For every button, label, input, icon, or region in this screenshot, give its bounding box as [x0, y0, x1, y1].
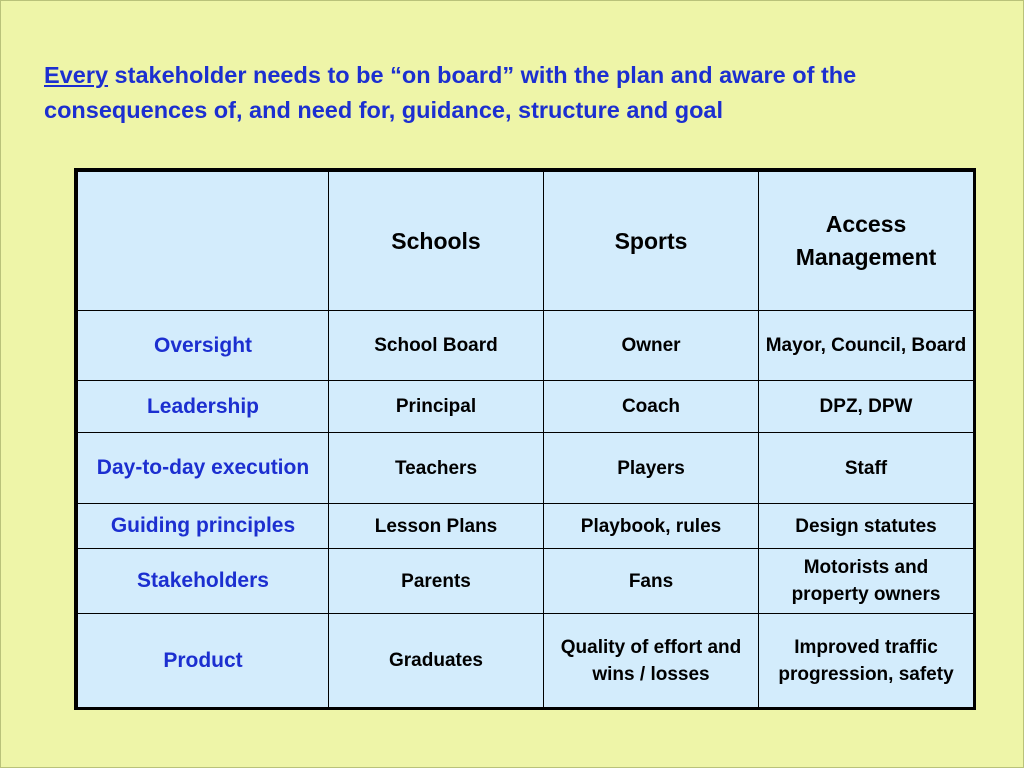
table-cell: Owner	[544, 311, 759, 381]
table-cell: Parents	[329, 549, 544, 614]
table-row	[78, 549, 974, 614]
table-header-row	[78, 172, 974, 311]
row-label-day-to-day-execution: Day-to-day execution	[78, 433, 329, 504]
table-cell: Fans	[544, 549, 759, 614]
table-cell: Lesson Plans	[329, 504, 544, 549]
slide-heading	[44, 58, 994, 128]
table-row	[78, 311, 974, 381]
table-cell: Quality of effort and wins / losses	[544, 614, 759, 708]
row-label-oversight: Oversight	[78, 311, 329, 381]
column-header-schools: Schools	[329, 172, 544, 311]
heading-text: stakeholder needs to be “on board” with the plan and aware of the consequences of, and need for, guidance, structure and goal	[44, 62, 857, 123]
row-label-guiding-principles: Guiding principles	[78, 504, 329, 549]
heading-emphasis: Every	[44, 62, 109, 88]
comparison-table-frame	[74, 168, 976, 710]
table-cell: Mayor, Council, Board	[759, 311, 974, 381]
table-cell: School Board	[329, 311, 544, 381]
column-header-access-management: Access Management	[759, 172, 974, 311]
table-cell: Players	[544, 433, 759, 504]
comparison-table	[77, 171, 974, 708]
table-row	[78, 381, 974, 433]
row-label-stakeholders: Stakeholders	[78, 549, 329, 614]
table-cell: Principal	[329, 381, 544, 433]
table-cell: Coach	[544, 381, 759, 433]
table-cell: Playbook, rules	[544, 504, 759, 549]
table-cell: Motorists and property owners	[759, 549, 974, 614]
column-header-sports: Sports	[544, 172, 759, 311]
table-cell: Graduates	[329, 614, 544, 708]
row-label-product: Product	[78, 614, 329, 708]
table-cell: DPZ, DPW	[759, 381, 974, 433]
table-row	[78, 614, 974, 708]
row-label-leadership: Leadership	[78, 381, 329, 433]
table-cell: Teachers	[329, 433, 544, 504]
table-row	[78, 433, 974, 504]
table-row	[78, 504, 974, 549]
corner-cell	[78, 172, 329, 311]
table-cell: Improved traffic progression, safety	[759, 614, 974, 708]
table-cell: Design statutes	[759, 504, 974, 549]
table-cell: Staff	[759, 433, 974, 504]
